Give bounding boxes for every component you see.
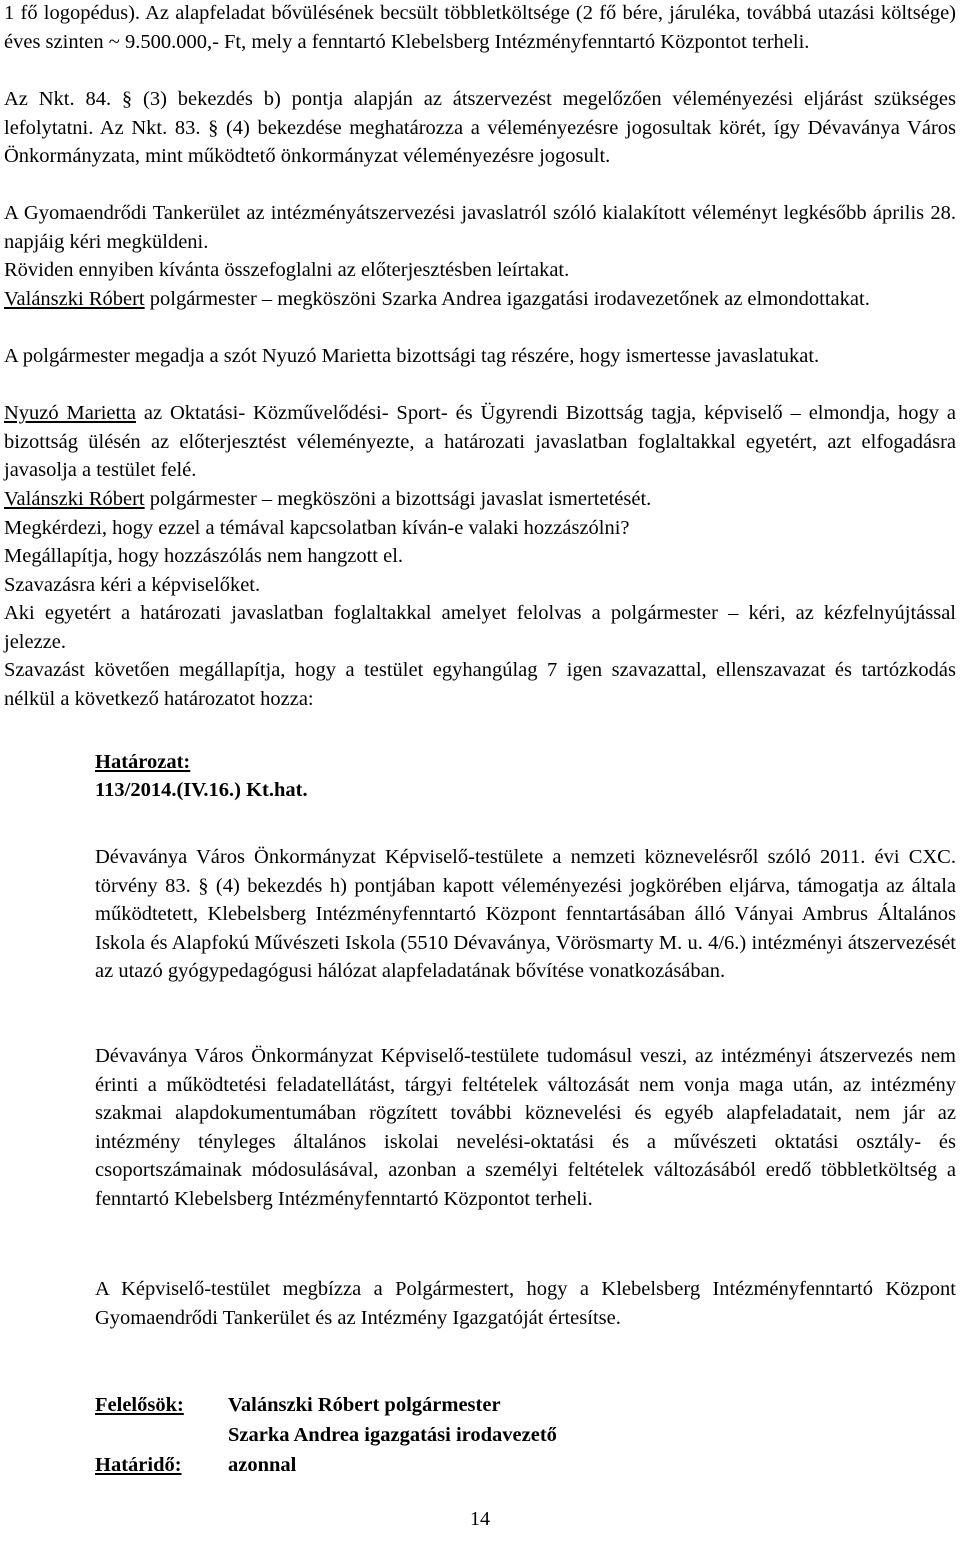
paragraph-cost: 1 fő logopédus). Az alapfeladat bővülésének becsült többletköltsége (2 fő bére, járuléka, továbbá utazási költsége) éves szinten ~ 9.500.000,- Ft, mely a fenntartó Klebelsberg Intézményfenntartó Központot terheli. — [4, 2, 956, 53]
speaker-name: Nyuzó Marietta — [4, 402, 136, 424]
paragraph-vote-call: Szavazásra kéri a képviselőket. — [4, 574, 261, 596]
speaker-name: Valánszki Róbert — [4, 488, 145, 510]
resolution-number: 113/2014.(IV.16.) Kt.hat. — [95, 779, 308, 801]
paragraph-summary: Röviden ennyiben kívánta összefoglalni az előterjesztésben leírtakat. — [4, 259, 570, 281]
speaker-name: Valánszki Róbert — [4, 288, 145, 310]
paragraph-legal-basis: Az Nkt. 84. § (3) bekezdés b) pontja alapján az átszervezést megelőzően véleményezési eljárást szükséges lefolytatni. Az Nkt. 83. § (4) bekezdése meghatározza a véleményezésre jogosultak körét, így Dévaványa Város Önkormányzata, mint működtető önkormányzat véleményezésre jogosult. — [4, 88, 956, 167]
resolution-heading: Határozat: — [95, 751, 191, 773]
paragraph-tankerulet: A Gyomaendrődi Tankerület az intézményátszervezési javaslatról szóló kialakított véleményt legkésőbb április 28. napjáig kéri megküldeni. — [4, 202, 956, 253]
paragraph-committee-opinion: Nyuzó Marietta az Oktatási- Közművelődési- Sport- és Ügyrendi Bizottság tagja, képviselő – elmondja, hogy a bizottság ülésén az előterjesztést véleményezte, a határozati javaslatban foglaltakkal egyetért, azt elfogadásra javasolja a testület felé. — [4, 402, 957, 481]
page-number: 14 — [470, 1508, 490, 1530]
resolution-text-1: Dévaványa Város Önkormányzat Képviselő-testülete a nemzeti köznevelésről szóló 2011. évi CXC. törvény 83. § (4) bekezdés h) pontjában kapott véleményezési jogkörében eljárva, támogatja az általa működtetett, Klebelsberg Intézményfenntartó Központ fenntartásában álló Ványai Ambrus Általános Iskola és Alapfokú Művészeti Iskola (5510 Dévaványa, Vörösmarty M. u. 4/6.) intézményi átszervezését az utazó gyógypedagógusi hálózat alapfeladatának bővítése vonatkozásában. — [95, 846, 956, 982]
responsible-label: Felelősök: — [95, 1394, 184, 1416]
resolution-text-2: Dévaványa Város Önkormányzat Képviselő-testülete tudomásul veszi, az intézményi átszervezés nem érinti a működtetési feladatellátást, tárgyi feltételek változását nem vonja maga után, az intézmény szakmai alapdokumentumában rögzített további köznevelési és egyéb alapfeladatait, nem jár az intézmény tényleges általános iskolai nevelési-oktatási és a művészeti oktatási osztály- és csoportszámainak módosulásával, azonban a személyi feltételek változásából eredő többletköltség a fenntartó Klebelsberg Intézményfenntartó Központot terheli. — [95, 1045, 956, 1210]
paragraph-no-comments: Megállapítja, hogy hozzászólás nem hangzott el. — [4, 545, 404, 567]
resolution-text-3: A Képviselő-testület megbízza a Polgármestert, hogy a Klebelsberg Intézményfenntartó Központ Gyomaendrődi Tankerület és az Intézmény Igazgatóját értesítse. — [95, 1278, 956, 1329]
paragraph-mayor-thanks: Valánszki Róbert polgármester – megköszöni Szarka Andrea igazgatási irodavezetőnek az elmondottakat. — [4, 288, 870, 310]
deadline-value: azonnal — [228, 1454, 297, 1476]
deadline-label: Határidő: — [95, 1454, 182, 1476]
responsible-person-1: Valánszki Róbert polgármester — [228, 1394, 501, 1416]
paragraph-mayor-thanks-2: Valánszki Róbert polgármester – megköszöni a bizottsági javaslat ismertetését. — [4, 488, 652, 510]
paragraph-floor-given: A polgármester megadja a szót Nyuzó Marietta bizottsági tag részére, hogy ismertesse javaslatukat. — [4, 345, 820, 367]
paragraph-vote-result: Szavazást követően megállapítja, hogy a testület egyhangúlag 7 igen szavazattal, ellenszavazat és tartózkodás nélkül a következő határozatot hozza: — [4, 659, 956, 710]
paragraph-question: Megkérdezi, hogy ezzel a témával kapcsolatban kíván-e valaki hozzászólni? — [4, 517, 630, 539]
responsible-person-2: Szarka Andrea igazgatási irodavezető — [228, 1424, 557, 1446]
paragraph-vote-instructions: Aki egyetért a határozati javaslatban foglaltakkal amelyet felolvas a polgármester – kéri, az kézfelnyújtással jelezze. — [4, 602, 956, 653]
